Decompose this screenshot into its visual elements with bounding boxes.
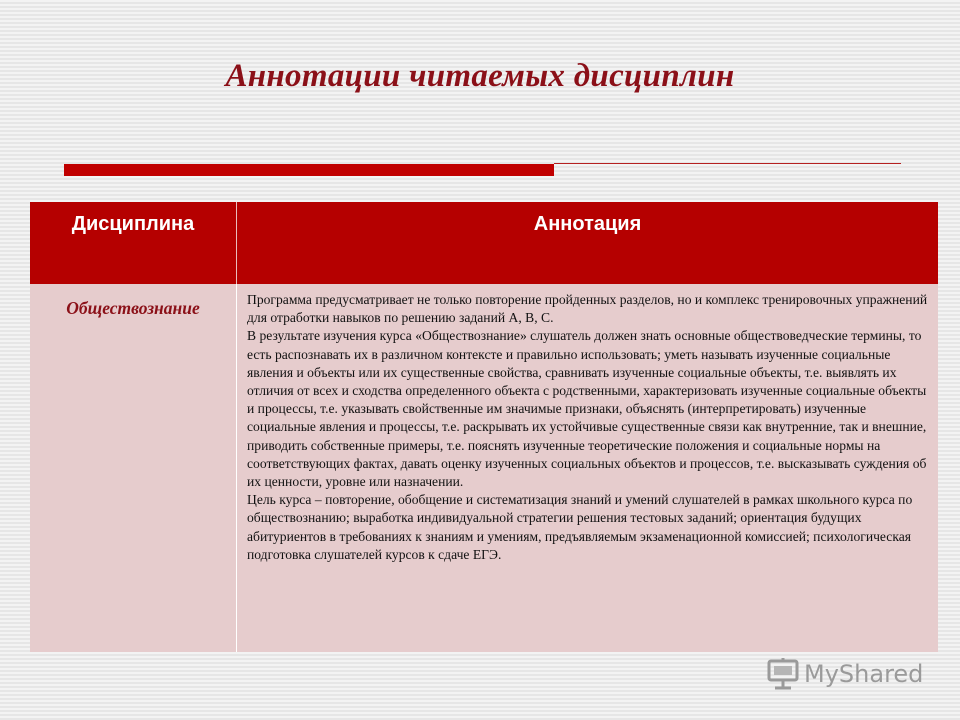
header-discipline: Дисциплина [30,202,237,284]
annotation-paragraph-1: Программа предусматривает не только повторение пройденных разделов, но и комплекс тренировочных упражнений для отработки навыков по решению заданий А, В, С. [247,292,928,326]
header-annotation: Аннотация [237,202,939,284]
table-header-row [30,202,938,284]
table-row [30,284,938,652]
disciplines-table [30,202,938,652]
watermark-text: MyShared [804,660,924,688]
title-underline-bar [64,164,554,176]
discipline-name: Обществознание [30,284,237,652]
title-underline-line [554,163,901,164]
annotation-paragraph-2: В результате изучения курса «Обществознание» слушатель должен знать основные обществоведческие термины, то есть распознавать их в различном контексте и правильно использовать; уметь называть изученные социальные явления и объекты или их существенные свойства, сравнивать изученные социальные объекты, т.е. выявлять их отличия от всех и сходства определенного объекта с родственными, характеризовать изученные социальные объекты и процессы, т.е. указывать свойственные им значимые признаки, объяснять (интерпретировать) изученные социальные явления и процессы, т.е. раскрывать их устойчивые существенные связи как внутренние, так и внешние, приводить собственные примеры, т.е. пояснять изученные теоретические положения и социальные нормы на соответствующих фактах, давать оценку изученных социальных объектов и процессов, т.е. высказывать суждения об их ценности, уровне или назначении. [247,328,927,490]
annotation-paragraph-3: Цель курса – повторение, обобщение и систематизация знаний и умений слушателей в рамках школьного курса по обществознанию; выработка индивидуальной стратегии решения тестовых заданий; ориентация будущих абитуриентов в требованиях к знаниям и умениям, предъявляемым экзаменационной комиссией; психологическая подготовка слушателей курсов к сдаче ЕГЭ. [247,492,913,562]
slide-title: Аннотации читаемых дисциплин [225,58,735,94]
annotation-cell [237,284,939,652]
myshared-watermark [766,656,923,692]
presentation-board-icon [766,657,800,691]
